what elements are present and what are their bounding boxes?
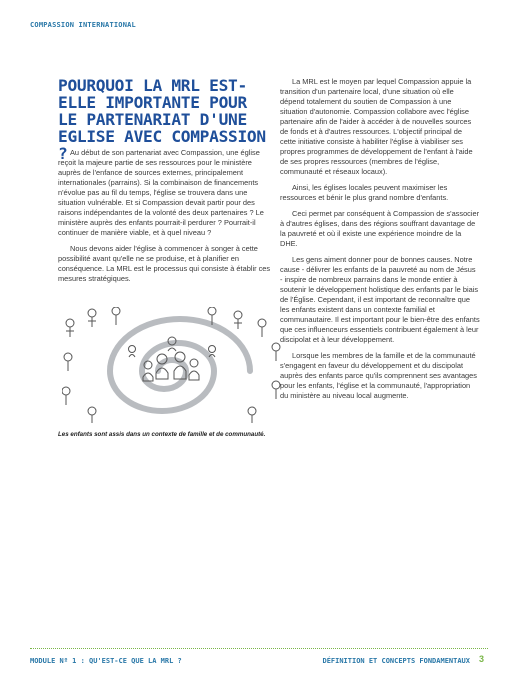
right-paragraph-3: Ceci permet par conséquent à Compassion de s'associer à d'autres églises, dans des régions souffrant davantage de la pauvreté et où il existe une expérience moindre de la DHE.: [280, 209, 480, 248]
children-family-spiral-illustration-icon: [62, 307, 282, 429]
left-paragraph-1: Au début de son partenariat avec Compassion, une église reçoit la majeure partie de ses ressources pour le ministère auprès de l'enfance de sources externes, principalement internationales (parrains). Si la combinaison de financements n'évolue pas au fil du temps, l'église se trouvera dans une situation vulnérable. Et si Compassion devait partir pour des raisons indépendantes de la volonté des deux partenaires ? Le ministère auprès des enfants pourrait-il perdurer ? Pourrait-il continuer de manière viable, et à quel niveau ?: [58, 148, 264, 237]
right-paragraph-1: La MRL est le moyen par lequel Compassion appuie la transition d'un partenaire local, d'une situation où elle dépend totalement du soutien de Compassion à une situation d'autonomie. Compassion collabore avec l'église partenaire afin de l'aider à accéder à de nouvelles sources de fonds et à d'autres ressources. L'objectif principal de cette initiative consiste à habiliter l'église à viabiliser ses propres programmes de développement de l'enfant à l'aide de ses propres ressources (membres de l'église, communauté et réseaux locaux).: [280, 77, 473, 176]
right-paragraph-4: Les gens aiment donner pour de bonnes causes. Notre cause - délivrer les enfants de la pauvreté au nom de Jésus - inspire de nombreux parrains dans le monde entier à soutenir le développement holistique des enfants par le biais de l'Église. Cependant, il est important de reconnaître que les enfants existent dans un contexte familial et communautaire. Il est important pour le bien-être des enfants que ces influenceurs essentiels contribuent également à leur discipolat et à leur développement.: [280, 255, 480, 344]
footer-divider: [30, 648, 488, 649]
page-number: 3: [479, 654, 485, 664]
right-paragraph-2: Ainsi, les églises locales peuvent maximiser les ressources et bénir le plus grand nombre d'enfants.: [280, 183, 449, 202]
right-column: [280, 77, 480, 407]
right-paragraph-5: Lorsque les membres de la famille et de la communauté s'engagent en faveur du développement et du discipolat auprès des enfants parce qu'ils comprennent ses avantages pour les enfants, l'église et la communauté, l'appropriation du ministère au niveau local augmente.: [280, 351, 477, 400]
brand-header: COMPASSION INTERNATIONAL: [30, 21, 136, 29]
footer-module-title: MODULE Nº 1 : QU'EST-CE QUE LA MRL ?: [30, 657, 182, 665]
page-title: POURQUOI LA MRL EST-ELLE IMPORTANTE POUR LE PARTENARIAT D'UNE EGLISE AVEC COMPASSION ?: [58, 76, 266, 163]
illustration-caption: Les enfants sont assis dans un contexte de famille et de communauté.: [58, 431, 266, 438]
footer-section-title: DÉFINITION ET CONCEPTS FONDAMENTAUX: [322, 657, 470, 665]
left-paragraph-2: Nous devons aider l'église à commencer à songer à cette possibilité avant qu'elle ne se produise, et à planifier en conséquence. La MRL est le processus qui consiste à établir ces mesures stratégiques.: [58, 244, 271, 283]
left-column: [58, 148, 276, 290]
